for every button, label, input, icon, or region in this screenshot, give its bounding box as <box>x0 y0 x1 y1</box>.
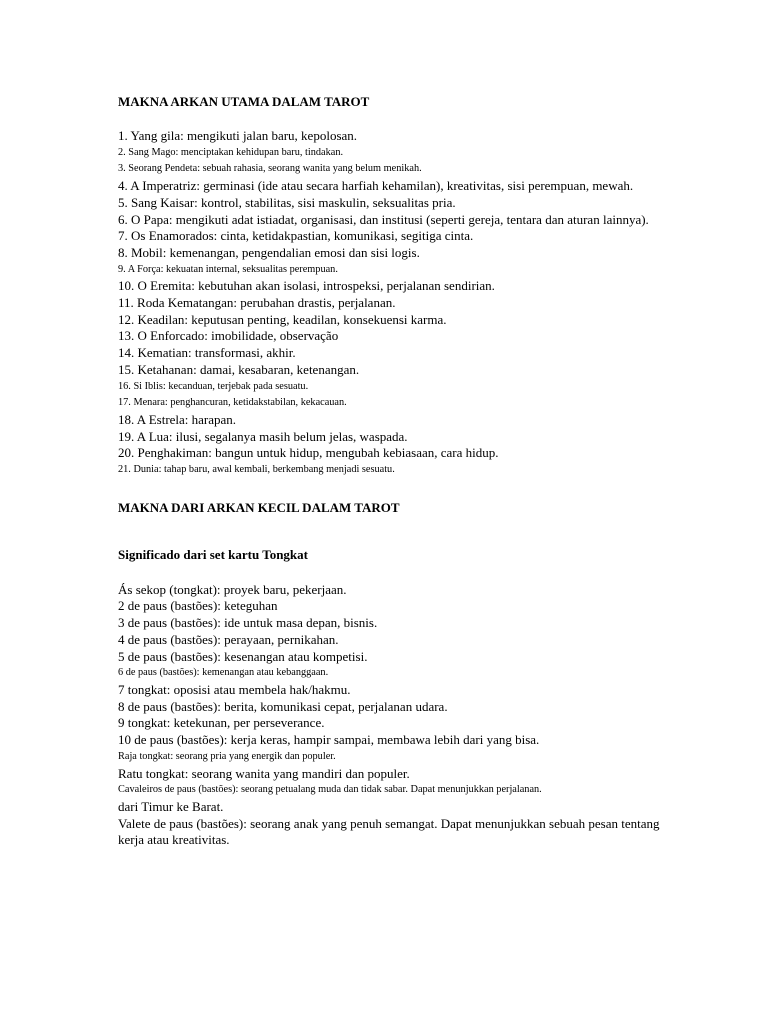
list-item: 5 de paus (bastões): kesenangan atau kompetisi. <box>118 648 368 664</box>
list-item: Ratu tongkat: seorang wanita yang mandiri dan populer. <box>118 765 410 781</box>
list-item: Raja tongkat: seorang pria yang energik dan populer. <box>118 750 336 762</box>
list-item: 7. Os Enamorados: cinta, ketidakpastian, komunikasi, segitiga cinta. <box>118 228 474 244</box>
list-item: 5. Sang Kaisar: kontrol, stabilitas, sisi maskulin, seksualitas pria. <box>118 194 456 210</box>
list-item: 2. Sang Mago: menciptakan kehidupan baru, tindakan. <box>118 146 344 158</box>
list-item: 3 de paus (bastões): ide untuk masa depan, bisnis. <box>118 615 378 631</box>
list-item: 10. O Eremita: kebutuhan akan isolasi, introspeksi, perjalanan sendirian. <box>118 278 495 294</box>
wands-section-title: Significado dari set kartu Tongkat <box>118 546 308 562</box>
list-item: Ás sekop (tongkat): proyek baru, pekerjaan. <box>118 581 347 597</box>
wands-list <box>118 582 686 849</box>
list-item: 6 de paus (bastões): kemenangan atau kebanggaan. <box>118 667 329 679</box>
list-item: 8. Mobil: kemenangan, pengendalian emosi dan sisi logis. <box>118 244 420 260</box>
list-item: 1. Yang gila: mengikuti jalan baru, kepolosan. <box>118 128 358 143</box>
list-item: 9 tongkat: ketekunan, per perseverance. <box>118 715 325 731</box>
major-arcana-list <box>118 128 686 479</box>
list-item: 20. Penghakiman: bangun untuk hidup, mengubah kebiasaan, cara hidup. <box>118 445 499 461</box>
list-item: 3. Seorang Pendeta: sebuah rahasia, seorang wanita yang belum menikah. <box>118 163 422 175</box>
list-item: 4 de paus (bastões): perayaan, pernikahan. <box>118 631 339 647</box>
list-item: 2 de paus (bastões): keteguhan <box>118 598 278 614</box>
list-item: 9. A Força: kekuatan internal, seksualitas perempuan. <box>118 263 338 275</box>
list-item: 13. O Enforcado: imobilidade, observação <box>118 328 339 344</box>
list-item: 14. Kematian: transformasi, akhir. <box>118 345 296 361</box>
list-item: 21. Dunia: tahap baru, awal kembali, berkembang menjadi sesuatu. <box>118 464 395 476</box>
list-item: 18. A Estrela: harapan. <box>118 411 237 427</box>
list-item: dari Timur ke Barat. <box>118 798 224 814</box>
list-item: 12. Keadilan: keputusan penting, keadilan, konsekuensi karma. <box>118 311 447 327</box>
list-item: 15. Ketahanan: damai, kesabaran, ketenangan. <box>118 361 360 377</box>
list-item: Valete de paus (bastões): seorang anak yang penuh semangat. Dapat menunjukkan sebuah pesan tentang kerja atau kreativitas. <box>118 815 660 848</box>
list-item: 19. A Lua: ilusi, segalanya masih belum jelas, waspada. <box>118 428 408 444</box>
list-item: 7 tongkat: oposisi atau membela hak/hakmu. <box>118 681 351 697</box>
list-item: 8 de paus (bastões): berita, komunikasi cepat, perjalanan udara. <box>118 698 448 714</box>
list-item: 6. O Papa: mengikuti adat istiadat, organisasi, dan institusi (seperti gereja, tentara dan aturan lainnya). <box>118 211 649 227</box>
list-item: 10 de paus (bastões): kerja keras, hampir sampai, membawa lebih dari yang bisa. <box>118 732 540 748</box>
list-item: 11. Roda Kematangan: perubahan drastis, perjalanan. <box>118 295 396 311</box>
document-page <box>118 93 686 849</box>
list-item: Cavaleiros de paus (bastões): seorang petualang muda dan tidak sabar. Dapat menunjukkan perjalanan. <box>118 784 542 796</box>
major-arcana-title: MAKNA ARKAN UTAMA DALAM TAROT <box>118 94 370 109</box>
list-item: 17. Menara: penghancuran, ketidakstabilan, kekacauan. <box>118 397 347 409</box>
list-item: 4. A Imperatriz: germinasi (ide atau secara harfiah kehamilan), kreativitas, sisi perempuan, mewah. <box>118 178 634 194</box>
list-item: 16. Si Iblis: kecanduan, terjebak pada sesuatu. <box>118 380 309 392</box>
minor-arcana-title: MAKNA DARI ARKAN KECIL DALAM TAROT <box>118 499 400 515</box>
